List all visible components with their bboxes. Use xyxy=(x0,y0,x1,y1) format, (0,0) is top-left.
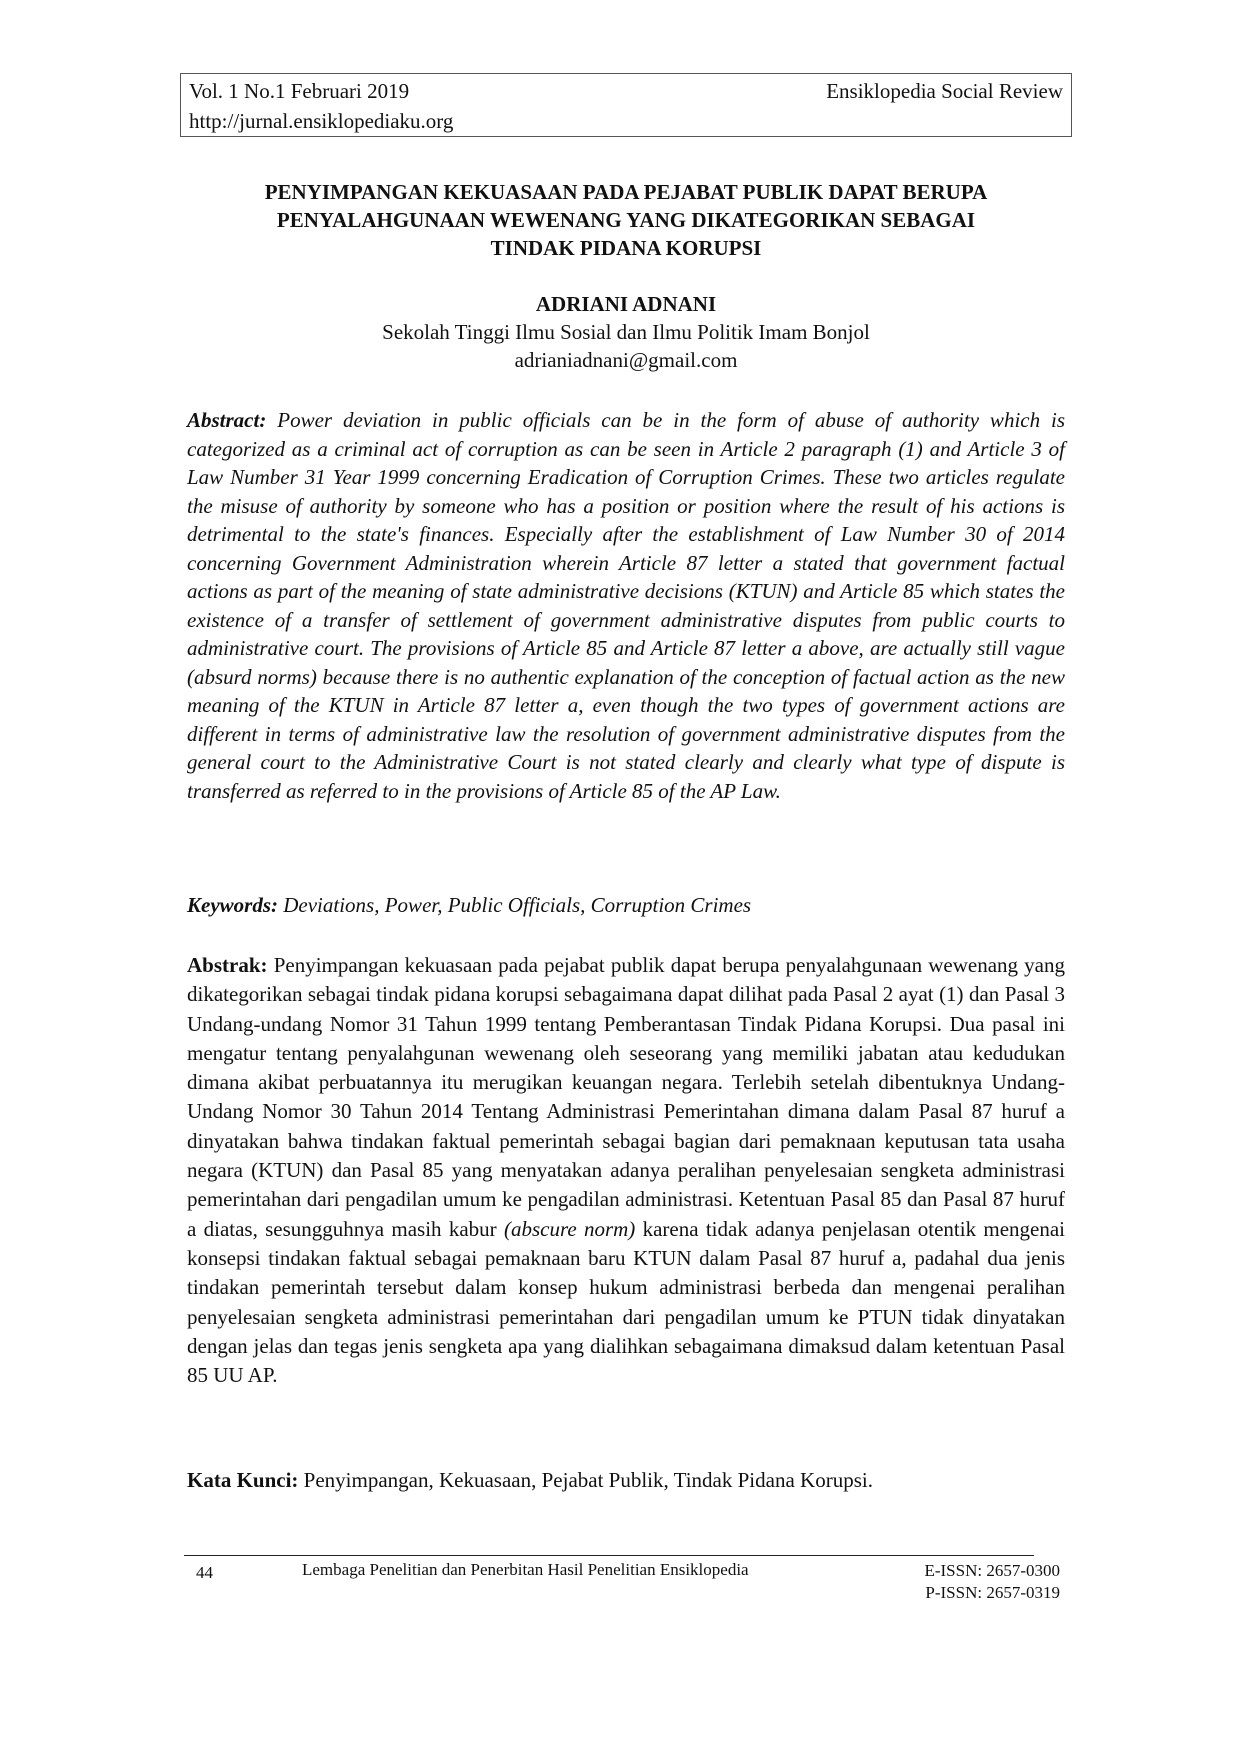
abstract-indonesian xyxy=(187,951,1065,1390)
p-issn: P-ISSN: 2657-0319 xyxy=(925,1583,1060,1602)
e-issn: E-ISSN: 2657-0300 xyxy=(924,1561,1060,1580)
journal-url[interactable]: http://jurnal.ensiklopediaku.org xyxy=(189,109,454,133)
abstract-label: Abstract: xyxy=(187,408,267,432)
title-line: PENYALAHGUNAAN WEWENANG YANG DIKATEGORIKAN SEBAGAI xyxy=(276,208,976,232)
abstrak-italic-phrase: (abscure norm) xyxy=(503,1216,636,1241)
journal-name: Ensiklopedia Social Review xyxy=(826,79,1063,103)
abstrak-text-part2: karena tidak adanya penjelasan otentik mengenai konsepsi tindakan faktual sebagai pemaknaan baru KTUN dalam Pasal 87 huruf a, padahal dua jenis tindakan pemerintah tersebut dalam konsep hukum administrasi berbeda dan mengenai peralihan penyelesaian sengketa administrasi pemerintahan dari pengadilan umum ke PTUN tidak dinyatakan dengan jelas dan tegas jenis sengketa apa yang dialihkan sebagaimana dimaksud dalam ketentuan Pasal 85 UU AP. xyxy=(187,1216,1066,1388)
title-line: TINDAK PIDANA KORUPSI xyxy=(490,236,762,260)
abstrak-label: Abstrak: xyxy=(187,953,268,977)
title-line: PENYIMPANGAN KEKUASAAN PADA PEJABAT PUBLIK DAPAT BERUPA xyxy=(264,180,988,204)
publisher-name: Lembaga Penelitian dan Penerbitan Hasil Penelitian Ensiklopedia xyxy=(302,1560,749,1579)
author-email[interactable]: adrianiadnani@gmail.com xyxy=(514,348,738,372)
kata-kunci-text: Penyimpangan, Kekuasaan, Pejabat Publik, Tindak Pidana Korupsi. xyxy=(303,1468,873,1492)
author-affiliation: Sekolah Tinggi Ilmu Sosial dan Ilmu Politik Imam Bonjol xyxy=(382,320,870,344)
page-number: 44 xyxy=(196,1563,213,1582)
abstract-english xyxy=(187,406,1065,805)
abstract-text: Power deviation in public officials can be in the form of abuse of authority which is categorized as a criminal act of corruption as can be seen in Article 2 paragraph (1) and Article 3 of Law Number 31 Year 1999 concerning Eradication of Corruption Crimes. These two articles regulate the misuse of authority by someone who has a position or position where the result of his actions is detrimental to the state's finances. Especially after the establishment of Law Number 30 of 2014 concerning Government Administration wherein Article 87 letter a stated that government factual actions as part of the meaning of state administrative decisions (KTUN) and Article 85 which states the existence of a transfer of settlement of government administrative disputes from public courts to administrative court. The provisions of Article 85 and Article 87 letter a above, are actually still vague (absurd norms) because there is no authentic explanation of the conception of factual action as the new meaning of the KTUN in Article 87 letter a, even though the two types of government actions are different in terms of administrative law the resolution of government administrative disputes from the general court to the Administrative Court is not stated clearly and clearly what type of dispute is transferred as referred to in the provisions of Article 85 of the AP Law. xyxy=(187,408,1066,803)
keywords-label: Keywords: xyxy=(187,893,278,917)
running-header xyxy=(180,73,1072,137)
volume-info: Vol. 1 No.1 Februari 2019 xyxy=(189,79,410,103)
issn-block xyxy=(880,1560,1060,1604)
abstrak-text-part1: Penyimpangan kekuasaan pada pejabat publik dapat berupa penyalahgunaan wewenang yang dikategorikan sebagai tindak pidana korupsi sebagaimana dapat dilihat pada Pasal 2 ayat (1) dan Pasal 3 Undang-undang Nomor 31 Tahun 1999 tentang Pemberantasan Tindak Pidana Korupsi. Dua pasal ini mengatur tentang penyalahgunan wewenang oleh seseorang yang memiliki jabatan atau kedudukan dimana akibat perbuatannya itu merugikan keuangan negara. Terlebih setelah dibentuknya Undang-Undang Nomor 30 Tahun 2014 Tentang Administrasi Pemerintahan dimana dalam Pasal 87 huruf a dinyatakan bahwa tindakan faktual pemerintah sebagai bagian dari pemaknaan keputusan tata usaha negara (KTUN) dan Pasal 85 yang menyatakan adanya peralihan penyelesaian sengketa administrasi pemerintahan dari pengadilan umum ke pengadilan administrasi. Ketentuan Pasal 85 dan Pasal 87 huruf a diatas, sesungguhnya masih kabur xyxy=(187,953,1066,1241)
author-name: ADRIANI ADNANI xyxy=(535,292,717,316)
keywords-indonesian xyxy=(187,1466,1065,1495)
keywords-text: Deviations, Power, Public Officials, Corruption Crimes xyxy=(283,893,752,917)
footer-divider xyxy=(184,1555,1034,1556)
article-title xyxy=(180,178,1072,262)
keywords-english xyxy=(187,891,1065,920)
kata-kunci-label: Kata Kunci: xyxy=(187,1468,299,1492)
